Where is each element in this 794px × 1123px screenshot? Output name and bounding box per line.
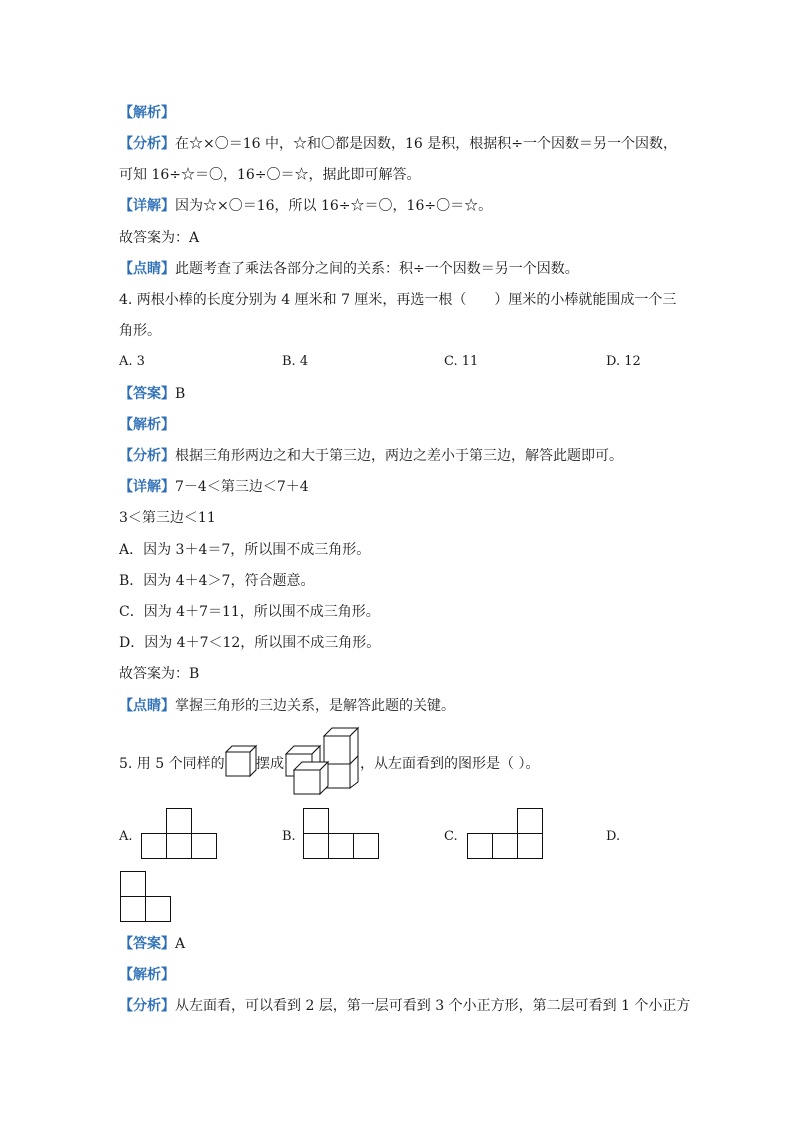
q5-jiexi-heading: 【解析】 bbox=[119, 967, 175, 983]
q4-detail: 【详解】7－4＜第三边＜7＋4 bbox=[119, 479, 309, 495]
q4-range: 3＜第三边＜11 bbox=[119, 510, 216, 526]
q4-option-b: B. 4 bbox=[282, 354, 309, 369]
square bbox=[517, 833, 543, 859]
square bbox=[303, 808, 329, 834]
q5-stem-part-b: 摆成 bbox=[256, 756, 284, 772]
q4-analysis: 【分析】根据三角形两边之和大于第三边，两边之差小于第三边，解答此题即可。 bbox=[119, 448, 623, 464]
q3-key-point: 【点睛】此题考查了乘法各部分之间的关系：积÷一个因数＝另一个因数。 bbox=[119, 261, 579, 277]
q4-jiexi-heading: 【解析】 bbox=[119, 417, 175, 433]
square bbox=[120, 896, 146, 922]
q4-option-d: D. 12 bbox=[606, 354, 641, 369]
q5-stem-part-c: ，从左面看到的图形是（ ）。 bbox=[360, 756, 540, 772]
square bbox=[303, 833, 329, 859]
q3-analysis: 【分析】在☆×〇＝16 中，☆和〇都是因数，16 是积，根据积÷一个因数＝另一个因数， bbox=[119, 136, 677, 152]
q5-option-d-label: D. bbox=[606, 829, 621, 844]
q4-answer-line: 故答案为：B bbox=[119, 666, 200, 682]
square bbox=[492, 833, 518, 859]
q3-answer-line: 故答案为：A bbox=[119, 230, 200, 246]
q4-stem: 4. 两根小棒的长度分别为 4 厘米和 7 厘米，再选一根（ ）厘米的小棒就能围成一个三 bbox=[119, 292, 677, 308]
q5-option-a-label: A. bbox=[119, 829, 133, 844]
square bbox=[141, 833, 167, 859]
square bbox=[467, 833, 493, 859]
q4-stem-cont: 角形。 bbox=[119, 323, 161, 339]
square bbox=[120, 871, 146, 897]
q5-option-b-label: B. bbox=[282, 829, 296, 844]
cube-stack-figure bbox=[284, 726, 364, 796]
q5-analysis: 【分析】从左面看，可以看到 2 层，第一层可看到 3 个小正方形，第二层可看到 1 个小正方 bbox=[119, 998, 691, 1014]
q5-stem-part-a: 5. 用 5 个同样的 bbox=[119, 756, 225, 772]
jiexi-heading: 【解析】 bbox=[119, 105, 175, 121]
q4-check-b: B．因为 4＋4＞7，符合题意。 bbox=[119, 573, 315, 589]
q5-answer: 【答案】A bbox=[119, 936, 186, 952]
square bbox=[191, 833, 217, 859]
q4-key-point: 【点睛】掌握三角形的三边关系，是解答此题的关键。 bbox=[119, 698, 455, 714]
square bbox=[328, 833, 354, 859]
q3-analysis-cont: 可知 16÷☆＝〇，16÷〇＝☆，据此即可解答。 bbox=[119, 167, 421, 183]
q5-option-c-label: C. bbox=[444, 829, 458, 844]
square bbox=[353, 833, 379, 859]
single-cube-icon bbox=[222, 744, 258, 778]
q3-detail: 【详解】因为☆×〇＝16，所以 16÷☆＝〇，16÷〇＝☆。 bbox=[119, 198, 493, 214]
q4-answer: 【答案】B bbox=[119, 386, 186, 402]
q4-check-c: C．因为 4＋7＝11，所以围不成三角形。 bbox=[119, 604, 380, 620]
q4-option-a: A. 3 bbox=[119, 354, 145, 369]
square bbox=[145, 896, 171, 922]
q4-check-a: A．因为 3＋4＝7，所以围不成三角形。 bbox=[119, 542, 371, 558]
square bbox=[517, 808, 543, 834]
q4-option-c: C. 11 bbox=[444, 354, 479, 369]
q4-check-d: D．因为 4＋7＜12，所以围不成三角形。 bbox=[119, 635, 381, 651]
square bbox=[166, 808, 192, 834]
square bbox=[166, 833, 192, 859]
